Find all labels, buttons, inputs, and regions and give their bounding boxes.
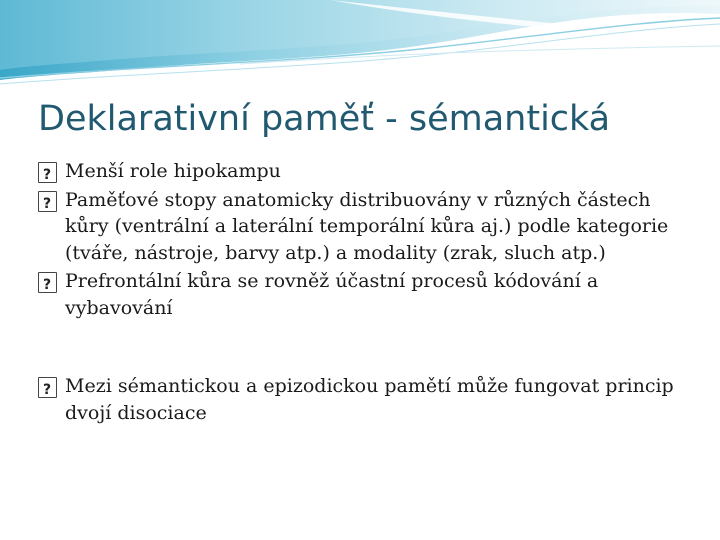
missing-glyph-icon xyxy=(38,191,57,212)
slide-title: Deklarativní paměť - sémantická xyxy=(38,99,611,139)
bullet-text: Paměťové stopy anatomicky distribuovány v různých částech kůry (ventrální a laterální temporální kůra aj.) podle kategorie (tváře, nástroje, barvy atp.) a modality (zrak, sluch atp.) xyxy=(65,188,669,264)
bullet-item xyxy=(38,268,688,321)
bullet-text: Mezi sémantickou a epizodickou pamětí může fungovat princip dvojí disociace xyxy=(65,375,674,424)
bullet-text: Menší role hipokampu xyxy=(65,160,281,182)
bullet-item xyxy=(38,158,688,185)
missing-glyph-icon xyxy=(38,162,57,183)
bullet-text: Prefrontální kůra se rovněž účastní procesů kódování a vybavování xyxy=(65,270,599,319)
bullet-item xyxy=(38,187,688,267)
header-wave-decoration xyxy=(0,0,720,90)
missing-glyph-icon xyxy=(38,272,57,293)
missing-glyph-icon xyxy=(38,377,57,398)
bullet-list xyxy=(38,158,688,428)
bullet-item xyxy=(38,373,688,426)
